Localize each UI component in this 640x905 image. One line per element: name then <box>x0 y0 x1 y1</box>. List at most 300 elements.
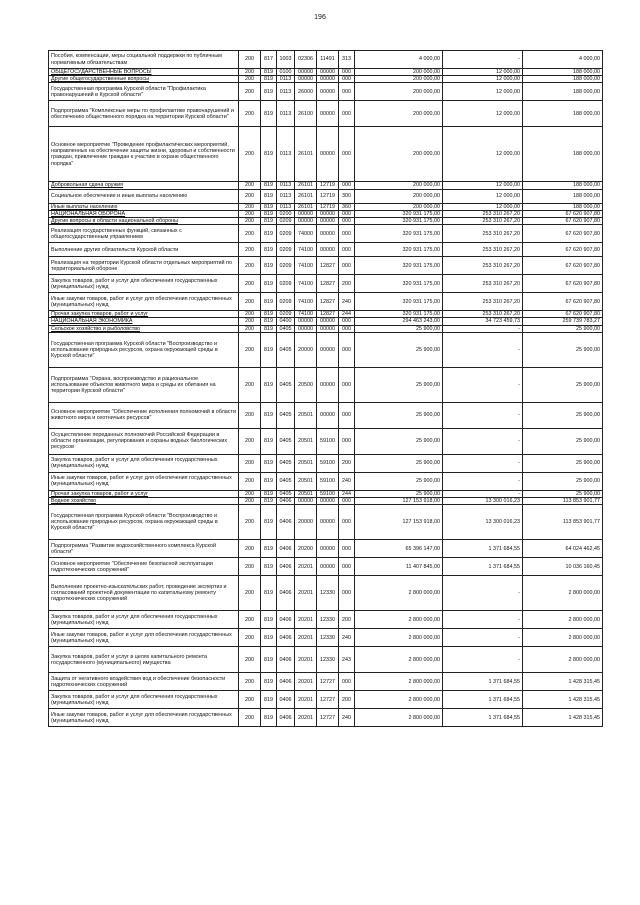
cell-c3: 0405 <box>277 325 295 332</box>
cell-v2: 1 371 684,55 <box>443 558 523 576</box>
cell-v2: - <box>443 402 523 428</box>
table-row <box>49 101 603 127</box>
cell-v1: 25 900,00 <box>355 428 443 454</box>
cell-v3: 25 900,00 <box>523 428 603 454</box>
table-row <box>49 69 603 76</box>
cell-c2: 819 <box>261 505 277 540</box>
cell-name: Другие вопросы в области национальной обороны <box>49 218 239 225</box>
cell-v3: 2 800 000,00 <box>523 611 603 629</box>
cell-c3: 0406 <box>277 611 295 629</box>
cell-c5: 59100 <box>317 490 339 497</box>
cell-c5: 12719 <box>317 189 339 203</box>
cell-v2: - <box>443 51 523 69</box>
cell-v2: 12 000,00 <box>443 76 523 83</box>
cell-c4: 26101 <box>295 182 317 189</box>
cell-c3: 0406 <box>277 673 295 691</box>
table-row <box>49 83 603 101</box>
cell-v3: 25 900,00 <box>523 402 603 428</box>
cell-c6: 244 <box>339 490 355 497</box>
cell-c6: 000 <box>339 332 355 367</box>
table-row <box>49 311 603 318</box>
cell-c4: 20201 <box>295 673 317 691</box>
cell-c1: 200 <box>239 498 261 505</box>
cell-name: Прочая закупка товаров, работ и услуг <box>49 311 239 318</box>
cell-c5: 00000 <box>317 318 339 325</box>
cell-c6: 000 <box>339 402 355 428</box>
cell-v3: 188 000,00 <box>523 127 603 182</box>
cell-name: Защита от негативного воздействия вод и обеспечение безопасности гидротехнических сооружений <box>49 673 239 691</box>
cell-c1: 200 <box>239 275 261 293</box>
cell-c3: 0406 <box>277 540 295 558</box>
cell-v2: 253 310 267,20 <box>443 293 523 311</box>
cell-c3: 0406 <box>277 505 295 540</box>
cell-name: Выполнение других обязательств Курской области <box>49 243 239 257</box>
cell-v2: 253 310 267,20 <box>443 257 523 275</box>
cell-v2: - <box>443 611 523 629</box>
cell-v2: - <box>443 490 523 497</box>
cell-c4: 20201 <box>295 558 317 576</box>
cell-c4: 26101 <box>295 203 317 210</box>
cell-v3: 67 620 907,80 <box>523 243 603 257</box>
cell-v3: 1 428 315,45 <box>523 709 603 727</box>
cell-c6: 000 <box>339 558 355 576</box>
cell-c2: 819 <box>261 332 277 367</box>
cell-c6: 200 <box>339 691 355 709</box>
cell-c5: 12719 <box>317 203 339 210</box>
cell-v2: - <box>443 367 523 402</box>
cell-c6: 000 <box>339 325 355 332</box>
cell-c1: 200 <box>239 558 261 576</box>
table-row <box>49 402 603 428</box>
cell-c4: 20200 <box>295 540 317 558</box>
cell-c1: 200 <box>239 76 261 83</box>
cell-v1: 200 000,00 <box>355 127 443 182</box>
cell-v2: - <box>443 629 523 647</box>
cell-v3: 188 000,00 <box>523 76 603 83</box>
cell-v1: 320 931 175,00 <box>355 210 443 217</box>
cell-c4: 20501 <box>295 472 317 490</box>
cell-v2: 34 723 459,73 <box>443 318 523 325</box>
cell-c2: 819 <box>261 325 277 332</box>
cell-v1: 2 800 000,00 <box>355 576 443 611</box>
cell-c1: 200 <box>239 576 261 611</box>
cell-v2: 12 000,00 <box>443 69 523 76</box>
cell-c6: 000 <box>339 225 355 243</box>
cell-c6: 000 <box>339 182 355 189</box>
cell-c1: 200 <box>239 691 261 709</box>
cell-c6: 240 <box>339 629 355 647</box>
cell-c2: 819 <box>261 76 277 83</box>
cell-c1: 200 <box>239 311 261 318</box>
cell-v2: - <box>443 576 523 611</box>
cell-c1: 200 <box>239 505 261 540</box>
cell-c3: 0113 <box>277 182 295 189</box>
cell-c5: 00000 <box>317 243 339 257</box>
cell-name: Государственная программа Курской области "Профилактика правонарушений в Курской области" <box>49 83 239 101</box>
cell-v3: 188 000,00 <box>523 203 603 210</box>
cell-c6: 000 <box>339 127 355 182</box>
cell-c2: 819 <box>261 428 277 454</box>
cell-c5: 00000 <box>317 210 339 217</box>
table-row <box>49 428 603 454</box>
cell-c4: 20201 <box>295 647 317 673</box>
cell-c1: 200 <box>239 673 261 691</box>
cell-v3: 67 620 907,80 <box>523 210 603 217</box>
cell-c3: 0406 <box>277 647 295 673</box>
cell-c5: 12727 <box>317 709 339 727</box>
cell-c5: 59100 <box>317 472 339 490</box>
cell-name: Основное мероприятие "Обеспечение исполнения полномочий в области животного мира и охотничьих ресурсов" <box>49 402 239 428</box>
cell-c4: 00000 <box>295 76 317 83</box>
cell-c3: 0209 <box>277 243 295 257</box>
cell-name: Реализация на территории Курской области отдельных мероприятий по территориальной обороне <box>49 257 239 275</box>
table-row <box>49 505 603 540</box>
cell-v3: 67 620 907,80 <box>523 275 603 293</box>
cell-v1: 294 463 243,00 <box>355 318 443 325</box>
cell-c4: 00000 <box>295 325 317 332</box>
table-row <box>49 218 603 225</box>
cell-c3: 0209 <box>277 311 295 318</box>
cell-c6: 000 <box>339 218 355 225</box>
cell-v2: 12 000,00 <box>443 83 523 101</box>
cell-c2: 819 <box>261 101 277 127</box>
table-row <box>49 691 603 709</box>
cell-c6: 000 <box>339 257 355 275</box>
cell-c5: 00000 <box>317 325 339 332</box>
cell-name: Осуществление переданных полномочий Российской Федерации в области организации, регулирования и охраны водных биологических ресурсов <box>49 428 239 454</box>
cell-c6: 200 <box>339 611 355 629</box>
cell-c6: 200 <box>339 275 355 293</box>
cell-v2: 12 000,00 <box>443 203 523 210</box>
cell-c4: 20201 <box>295 709 317 727</box>
cell-c2: 819 <box>261 69 277 76</box>
cell-c6: 000 <box>339 498 355 505</box>
cell-v3: 188 000,00 <box>523 69 603 76</box>
table-row <box>49 647 603 673</box>
cell-c1: 200 <box>239 127 261 182</box>
cell-c2: 819 <box>261 243 277 257</box>
cell-v1: 25 900,00 <box>355 402 443 428</box>
cell-c5: 00000 <box>317 332 339 367</box>
cell-v1: 11 407 845,00 <box>355 558 443 576</box>
cell-v2: 253 310 267,20 <box>443 243 523 257</box>
cell-c5: 12727 <box>317 691 339 709</box>
cell-v3: 1 428 315,45 <box>523 673 603 691</box>
table-row <box>49 325 603 332</box>
cell-c1: 200 <box>239 367 261 402</box>
cell-name: Закупка товаров, работ и услуг для обеспечения государственных (муниципальных) нужд <box>49 691 239 709</box>
cell-c1: 200 <box>239 472 261 490</box>
cell-c6: 000 <box>339 318 355 325</box>
cell-c4: 26100 <box>295 101 317 127</box>
table-row <box>49 540 603 558</box>
cell-c1: 200 <box>239 629 261 647</box>
table-row <box>49 498 603 505</box>
cell-v1: 25 900,00 <box>355 332 443 367</box>
cell-name: Реализация государственных функций, связанных с общегосударственным управлением <box>49 225 239 243</box>
cell-c5: 12330 <box>317 611 339 629</box>
cell-v2: 12 000,00 <box>443 182 523 189</box>
cell-name: Закупка товаров, работ и услуг для обеспечения государственных (муниципальных) нужд <box>49 275 239 293</box>
cell-c3: 0406 <box>277 558 295 576</box>
cell-c2: 819 <box>261 673 277 691</box>
cell-c4: 20000 <box>295 505 317 540</box>
cell-c6: 000 <box>339 367 355 402</box>
cell-name: Государственная программа Курской области "Воспроизводство и использование природных ресурсов, охрана окружающей среды в Курской области" <box>49 332 239 367</box>
table-row <box>49 293 603 311</box>
cell-v3: 67 620 907,80 <box>523 311 603 318</box>
cell-v1: 25 900,00 <box>355 472 443 490</box>
cell-c4: 20000 <box>295 332 317 367</box>
table-row <box>49 210 603 217</box>
cell-v2: 1 371 684,55 <box>443 709 523 727</box>
cell-v3: 67 620 907,80 <box>523 293 603 311</box>
cell-c3: 0209 <box>277 293 295 311</box>
cell-v2: 253 310 267,20 <box>443 218 523 225</box>
cell-v2: 1 371 684,55 <box>443 691 523 709</box>
cell-c6: 240 <box>339 293 355 311</box>
cell-name: НАЦИОНАЛЬНАЯ ЭКОНОМИКА <box>49 318 239 325</box>
cell-c6: 360 <box>339 203 355 210</box>
cell-c3: 0406 <box>277 691 295 709</box>
cell-v3: 25 900,00 <box>523 454 603 472</box>
cell-c2: 819 <box>261 472 277 490</box>
cell-c5: 12727 <box>317 673 339 691</box>
cell-c4: 00000 <box>295 498 317 505</box>
cell-c1: 200 <box>239 101 261 127</box>
cell-v1: 25 900,00 <box>355 325 443 332</box>
table-row <box>49 709 603 727</box>
table-row <box>49 275 603 293</box>
cell-v3: 4 000,00 <box>523 51 603 69</box>
cell-c5: 00000 <box>317 69 339 76</box>
cell-c2: 819 <box>261 293 277 311</box>
cell-c3: 0405 <box>277 367 295 402</box>
cell-v3: 1 428 315,45 <box>523 691 603 709</box>
cell-c1: 200 <box>239 402 261 428</box>
cell-v1: 2 800 000,00 <box>355 647 443 673</box>
cell-c2: 819 <box>261 611 277 629</box>
cell-c2: 819 <box>261 275 277 293</box>
cell-v3: 67 620 907,80 <box>523 225 603 243</box>
cell-c2: 819 <box>261 203 277 210</box>
cell-v1: 200 000,00 <box>355 83 443 101</box>
cell-name: Добровольная сдача оружия <box>49 182 239 189</box>
cell-v1: 2 800 000,00 <box>355 611 443 629</box>
cell-c1: 200 <box>239 490 261 497</box>
cell-c3: 0405 <box>277 428 295 454</box>
cell-c5: 00000 <box>317 218 339 225</box>
cell-c4: 00000 <box>295 218 317 225</box>
cell-c1: 200 <box>239 83 261 101</box>
cell-name: Другие общегосударственные вопросы <box>49 76 239 83</box>
cell-name: Закупка товаров, работ и услуг в целях капитального ремонта государственного (муниципального) имущества <box>49 647 239 673</box>
cell-c2: 819 <box>261 558 277 576</box>
cell-c4: 74100 <box>295 243 317 257</box>
cell-v1: 25 900,00 <box>355 367 443 402</box>
cell-c6: 000 <box>339 673 355 691</box>
cell-c5: 12330 <box>317 576 339 611</box>
cell-v1: 25 900,00 <box>355 490 443 497</box>
cell-c4: 00000 <box>295 69 317 76</box>
cell-c5: 12827 <box>317 275 339 293</box>
cell-name: Подпрограмма "Развитие водохозяйственного комплекса Курской области" <box>49 540 239 558</box>
cell-c4: 26101 <box>295 189 317 203</box>
cell-c3: 0406 <box>277 709 295 727</box>
cell-c4: 20500 <box>295 367 317 402</box>
cell-c1: 200 <box>239 325 261 332</box>
cell-c4: 20501 <box>295 428 317 454</box>
cell-v1: 320 931 175,00 <box>355 275 443 293</box>
cell-c5: 12827 <box>317 257 339 275</box>
cell-c1: 200 <box>239 647 261 673</box>
cell-name: Основное мероприятие "Обеспечение безопасной эксплуатации гидротехнических сооружений" <box>49 558 239 576</box>
cell-v2: 253 310 267,20 <box>443 311 523 318</box>
cell-c4: 26000 <box>295 83 317 101</box>
table-row <box>49 611 603 629</box>
cell-c6: 000 <box>339 101 355 127</box>
cell-c2: 819 <box>261 691 277 709</box>
cell-c1: 200 <box>239 454 261 472</box>
table-row <box>49 673 603 691</box>
cell-c4: 20201 <box>295 629 317 647</box>
table-row <box>49 203 603 210</box>
cell-c3: 0405 <box>277 472 295 490</box>
cell-c3: 0200 <box>277 210 295 217</box>
cell-v1: 4 000,00 <box>355 51 443 69</box>
table-row <box>49 490 603 497</box>
cell-c4: 20501 <box>295 490 317 497</box>
cell-v1: 127 153 918,00 <box>355 505 443 540</box>
cell-v2: - <box>443 454 523 472</box>
table-row <box>49 127 603 182</box>
cell-v1: 2 800 000,00 <box>355 691 443 709</box>
cell-v3: 25 900,00 <box>523 472 603 490</box>
cell-c1: 200 <box>239 611 261 629</box>
cell-c6: 000 <box>339 540 355 558</box>
cell-c2: 819 <box>261 402 277 428</box>
table-row <box>49 189 603 203</box>
cell-c4: 20201 <box>295 576 317 611</box>
cell-v1: 320 931 175,00 <box>355 257 443 275</box>
cell-v2: 12 000,00 <box>443 101 523 127</box>
cell-c6: 000 <box>339 243 355 257</box>
cell-name: Иные выплаты населению <box>49 203 239 210</box>
cell-c6: 000 <box>339 505 355 540</box>
cell-name: Выполнение проектно-изыскательских работ, проведение экспертиз и согласований проектной документации по капитальному ремонту гидротехнических сооружений <box>49 576 239 611</box>
cell-c6: 240 <box>339 709 355 727</box>
cell-v1: 200 000,00 <box>355 101 443 127</box>
cell-v1: 200 000,00 <box>355 203 443 210</box>
cell-c2: 819 <box>261 576 277 611</box>
cell-v2: 253 310 267,20 <box>443 225 523 243</box>
cell-c5: 00000 <box>317 498 339 505</box>
cell-name: Водное хозяйство <box>49 498 239 505</box>
cell-c2: 819 <box>261 490 277 497</box>
cell-c5: 12330 <box>317 647 339 673</box>
table-row <box>49 182 603 189</box>
cell-v2: 1 371 684,55 <box>443 540 523 558</box>
table-row <box>49 558 603 576</box>
cell-c2: 819 <box>261 454 277 472</box>
cell-v3: 2 800 000,00 <box>523 629 603 647</box>
cell-c1: 200 <box>239 709 261 727</box>
cell-c3: 0113 <box>277 83 295 101</box>
cell-c2: 819 <box>261 225 277 243</box>
cell-c5: 00000 <box>317 225 339 243</box>
cell-c1: 200 <box>239 225 261 243</box>
cell-c5: 12330 <box>317 629 339 647</box>
cell-c3: 0209 <box>277 218 295 225</box>
cell-c2: 819 <box>261 83 277 101</box>
cell-v2: - <box>443 472 523 490</box>
cell-v1: 320 931 175,00 <box>355 243 443 257</box>
cell-v1: 320 931 175,00 <box>355 311 443 318</box>
cell-c1: 200 <box>239 293 261 311</box>
table-row <box>49 76 603 83</box>
cell-v1: 2 800 000,00 <box>355 709 443 727</box>
cell-name: Закупка товаров, работ и услуг для обеспечения государственных (муниципальных) нужд <box>49 454 239 472</box>
cell-c1: 200 <box>239 540 261 558</box>
cell-c4: 20501 <box>295 454 317 472</box>
cell-c5: 00000 <box>317 76 339 83</box>
cell-v1: 200 000,00 <box>355 76 443 83</box>
cell-v3: 188 000,00 <box>523 83 603 101</box>
cell-c2: 819 <box>261 127 277 182</box>
table-row <box>49 243 603 257</box>
cell-c1: 200 <box>239 243 261 257</box>
cell-c3: 0406 <box>277 498 295 505</box>
cell-c6: 000 <box>339 76 355 83</box>
cell-c4: 74100 <box>295 311 317 318</box>
cell-v2: - <box>443 428 523 454</box>
cell-name: Пособия, компенсации, меры социальной поддержки по публичным нормативным обязательствам <box>49 51 239 69</box>
cell-v3: 259 739 783,27 <box>523 318 603 325</box>
cell-c2: 819 <box>261 218 277 225</box>
cell-c1: 200 <box>239 182 261 189</box>
table-row <box>49 576 603 611</box>
cell-name: ОБЩЕГОСУДАРСТВЕННЫЕ ВОПРОСЫ <box>49 69 239 76</box>
cell-name: Иные закупки товаров, работ и услуг для обеспечения государственных (муниципальных) нужд <box>49 629 239 647</box>
cell-v1: 200 000,00 <box>355 69 443 76</box>
cell-c3: 0209 <box>277 225 295 243</box>
cell-c3: 0405 <box>277 402 295 428</box>
cell-c1: 200 <box>239 218 261 225</box>
cell-v3: 2 800 000,00 <box>523 576 603 611</box>
cell-v2: - <box>443 647 523 673</box>
cell-c4: 02306 <box>295 51 317 69</box>
cell-c4: 00000 <box>295 318 317 325</box>
cell-v2: - <box>443 332 523 367</box>
cell-v2: 253 310 267,20 <box>443 210 523 217</box>
cell-c2: 819 <box>261 311 277 318</box>
table-row <box>49 332 603 367</box>
cell-v2: 13 300 016,23 <box>443 505 523 540</box>
cell-name: Прочая закупка товаров, работ и услуг <box>49 490 239 497</box>
cell-v1: 320 931 175,00 <box>355 218 443 225</box>
cell-v1: 2 800 000,00 <box>355 673 443 691</box>
cell-v3: 10 036 160,45 <box>523 558 603 576</box>
cell-c4: 00000 <box>295 210 317 217</box>
cell-c4: 20201 <box>295 691 317 709</box>
table-row <box>49 318 603 325</box>
cell-v3: 25 900,00 <box>523 332 603 367</box>
cell-c5: 00000 <box>317 540 339 558</box>
cell-c3: 0400 <box>277 318 295 325</box>
cell-c6: 240 <box>339 472 355 490</box>
cell-c5: 00000 <box>317 83 339 101</box>
cell-c5: 12719 <box>317 182 339 189</box>
